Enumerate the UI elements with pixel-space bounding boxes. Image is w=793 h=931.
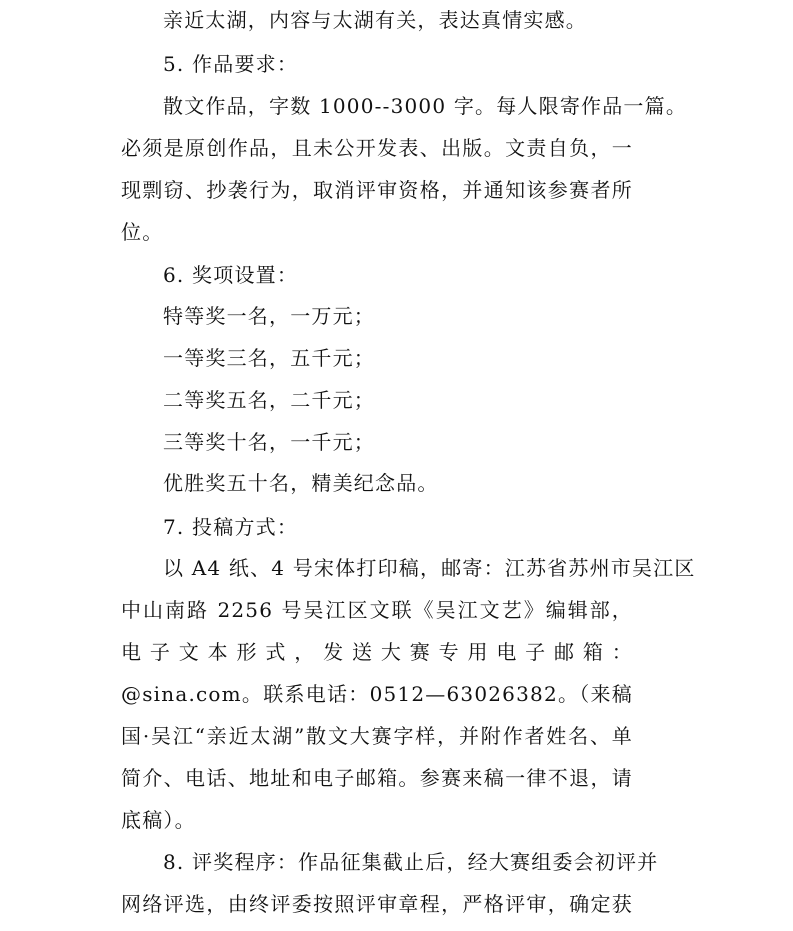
text-line: 简介、电话、地址和电子邮箱。参赛来稿一律不退，请 — [121, 766, 633, 790]
text-line: 电 子 文 本 形 式 ， 发 送 大 赛 专 用 电 子 邮 箱 ： — [121, 640, 633, 664]
section-heading: 6. 奖项设置： — [163, 263, 299, 287]
text-line: 位。 — [121, 220, 164, 244]
text-line: 网络评选，由终评委按照评审章程，严格评审，确定获 — [121, 892, 633, 916]
prize-item: 一等奖三名，五千元； — [163, 346, 375, 370]
text-line: @sina.com。联系电话：0512—63026382。（来稿 — [121, 682, 633, 706]
text-line: 亲近太湖，内容与太湖有关，表达真情实感。 — [163, 8, 587, 32]
text-line: 中山南路 2256 号吴江区文联《吴江文艺》编辑部， — [121, 598, 633, 622]
prize-item: 二等奖五名，二千元； — [163, 388, 375, 412]
text-line: 散文作品，字数 1000--3000 字。每人限寄作品一篇。 — [163, 94, 688, 118]
text-line: 底稿）。 — [121, 808, 196, 832]
text-line: 国·吴江“亲近太湖”散文大赛字样，并附作者姓名、单 — [121, 724, 633, 748]
section-heading: 8. 评奖程序：作品征集截止后，经大赛组委会初评并 — [163, 850, 659, 874]
prize-item: 特等奖一名，一万元； — [163, 304, 375, 328]
prize-item: 三等奖十名，一千元； — [163, 430, 375, 454]
prize-item: 优胜奖五十名，精美纪念品。 — [163, 471, 439, 495]
text-line: 必须是原创作品，且未公开发表、出版。文责自负，一 — [121, 136, 633, 160]
text-line: 现剽窃、抄袭行为，取消评审资格，并通知该参赛者所 — [121, 178, 633, 202]
section-heading: 7. 投稿方式： — [163, 515, 299, 539]
section-heading: 5. 作品要求： — [163, 52, 299, 76]
text-line: 以 A4 纸、4 号宋体打印稿，邮寄：江苏省苏州市吴江区 — [163, 556, 696, 580]
